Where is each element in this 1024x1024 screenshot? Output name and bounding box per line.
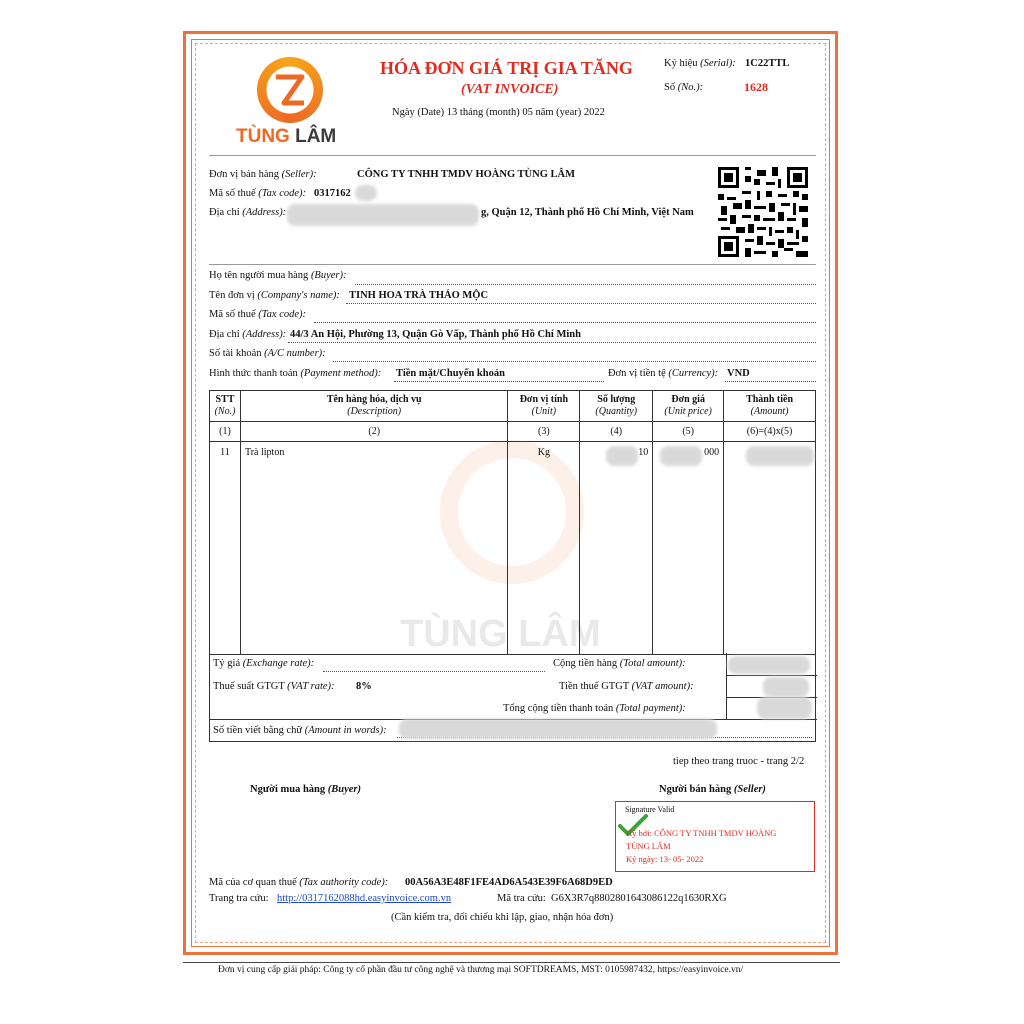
- col-header-quantity: Số lượng (Quantity): [580, 391, 653, 422]
- lookup-code-value: G6X3R7q8802801643086122q1630RXG: [551, 893, 727, 904]
- dotted-line: [288, 342, 816, 343]
- serial-value: 1C22TTL: [745, 58, 790, 69]
- items-table: [209, 390, 816, 655]
- redaction: [763, 677, 809, 697]
- col-header-amount: Thành tiền (Amount): [724, 391, 816, 422]
- digital-signature-box: [615, 801, 815, 872]
- redaction: [606, 446, 638, 466]
- seller-name-value: CÔNG TY TNHH TMDV HOÀNG TÙNG LÂM: [357, 169, 575, 180]
- vat-amount-label: Tiền thuế GTGT (VAT amount):: [559, 681, 694, 692]
- index-cell: (3): [508, 422, 580, 442]
- payment-method-label: Hình thức thanh toán (Payment method):: [209, 368, 382, 379]
- signed-by-text: Ký bởi: CÔNG TY TNHH TMDV HOÀNG: [626, 828, 777, 838]
- invoice-title: HÓA ĐƠN GIÁ TRỊ GIA TĂNG: [380, 58, 633, 78]
- col-header-unit: Đơn vị tính (Unit): [508, 391, 580, 422]
- redaction: [399, 719, 717, 739]
- seller-address-value: g, Quận 12, Thành phố Hồ Chí Minh, Việt Nam: [481, 207, 694, 218]
- index-cell: (5): [653, 422, 724, 442]
- dotted-line: [725, 381, 816, 382]
- page-note: tiep theo trang truoc - trang 2/2: [673, 756, 805, 767]
- authority-code-label: Mã của cơ quan thuế (Tax authority code):: [209, 877, 389, 888]
- buyer-account-label: Số tài khoản (A/C number):: [209, 348, 326, 359]
- col-header-unit-price: Đơn giá (Unit price): [653, 391, 724, 422]
- signed-by-text-2: TÙNG LÂM: [626, 841, 671, 851]
- dotted-line: [394, 381, 604, 382]
- provider-note: Đơn vị cung cấp giải pháp: Công ty cổ phần đầu tư công nghệ và thương mại SOFTDREAMS, MST: 0105987432, https://easyinvoice.vn/: [218, 965, 744, 975]
- invoice-no-value: 1628: [744, 80, 768, 94]
- divider: [183, 962, 840, 963]
- table-index-row: [210, 422, 816, 442]
- seller-name-label: Đơn vị bán hàng (Seller):: [209, 169, 317, 180]
- buyer-company-label: Tên đơn vị (Company's name):: [209, 290, 340, 301]
- dotted-line: [333, 361, 816, 362]
- seller-signature-label: Người bán hàng (Seller): [659, 784, 766, 795]
- table-header-row: [210, 391, 816, 422]
- invoice-date: Ngày (Date) 13 tháng (month) 05 năm (year) 2022: [392, 107, 605, 118]
- signed-date-text: Ký ngày: 13- 05- 2022: [626, 854, 704, 864]
- row-unit-price: 000: [653, 442, 724, 655]
- currency-value: VND: [727, 368, 750, 379]
- redaction: [355, 185, 377, 201]
- serial-label: Ký hiệu (Serial):: [664, 58, 736, 69]
- watermark-text: TÙNG LÂM: [400, 613, 601, 655]
- buyer-address-value: 44/3 An Hội, Phường 13, Quận Gò Vấp, Thành phố Hồ Chí Minh: [290, 329, 581, 340]
- buyer-signature-label: Người mua hàng (Buyer): [250, 784, 362, 795]
- buyer-name-label: Họ tên người mua hàng (Buyer):: [209, 270, 347, 281]
- dotted-line: [346, 303, 816, 304]
- dotted-line: [323, 671, 545, 672]
- invoice-no-label: Số (No.):: [664, 82, 704, 93]
- seller-address-label: Địa chỉ (Address):: [209, 207, 287, 218]
- redaction: [660, 446, 702, 466]
- table-row: [210, 442, 816, 655]
- subtotal-label: Cộng tiền hàng (Total amount):: [553, 658, 686, 669]
- lookup-code-label: Mã tra cứu:: [497, 893, 546, 904]
- qr-code-icon: [718, 167, 808, 257]
- divider: [209, 155, 816, 156]
- dotted-line: [314, 322, 816, 323]
- currency-label: Đơn vị tiền tệ (Currency):: [608, 368, 719, 379]
- col-header-stt: STT (No.): [210, 391, 241, 422]
- index-cell: (2): [240, 422, 507, 442]
- vat-rate-value: 8%: [356, 681, 372, 692]
- lookup-label: Trang tra cứu:: [209, 893, 269, 904]
- redaction: [746, 446, 814, 466]
- signature-valid-text: Signature Valid: [625, 805, 675, 814]
- row-unit: Kg: [508, 442, 580, 655]
- redaction: [757, 697, 812, 719]
- total-payment-label: Tổng cộng tiền thanh toán (Total payment):: [503, 703, 686, 714]
- vat-rate-label: Thuế suất GTGT (VAT rate):: [213, 681, 335, 692]
- col-header-description: Tên hàng hóa, dịch vụ (Description): [240, 391, 507, 422]
- check-note: (Cần kiểm tra, đối chiếu khi lập, giao, nhận hóa đơn): [391, 912, 614, 923]
- amount-in-words-label: Số tiền viết bằng chữ (Amount in words):: [213, 725, 387, 736]
- exchange-rate-label: Tỷ giá (Exchange rate):: [213, 658, 315, 669]
- row-amount: [724, 442, 816, 655]
- buyer-company-value: TINH HOA TRÀ THẢO MỘC: [349, 290, 489, 301]
- index-cell: (6)=(4)x(5): [724, 422, 816, 442]
- index-cell: (1): [210, 422, 241, 442]
- seller-tax-value: 0317162: [314, 188, 351, 199]
- buyer-tax-label: Mã số thuế (Tax code):: [209, 309, 307, 320]
- redaction: [728, 656, 810, 674]
- divider: [209, 264, 816, 265]
- buyer-address-label: Địa chỉ (Address):: [209, 329, 287, 340]
- payment-method-value: Tiền mặt/Chuyển khoản: [396, 368, 505, 379]
- authority-code-value: 00A56A3E48F1FE4AD6A543E39F6A68D9ED: [405, 877, 613, 888]
- dotted-line: [355, 284, 816, 285]
- row-quantity: 10: [580, 442, 653, 655]
- company-logo-icon: [257, 57, 323, 123]
- seller-tax-label: Mã số thuế (Tax code):: [209, 188, 307, 199]
- invoice-subtitle: (VAT INVOICE): [461, 82, 559, 97]
- row-description: Trà lipton: [240, 442, 507, 655]
- company-logo-text: TÙNG LÂM: [236, 126, 337, 147]
- row-stt: 11: [210, 442, 241, 655]
- redaction: [287, 204, 479, 226]
- index-cell: (4): [580, 422, 653, 442]
- lookup-link[interactable]: http://0317162088hd.easyinvoice.com.vn: [277, 893, 452, 904]
